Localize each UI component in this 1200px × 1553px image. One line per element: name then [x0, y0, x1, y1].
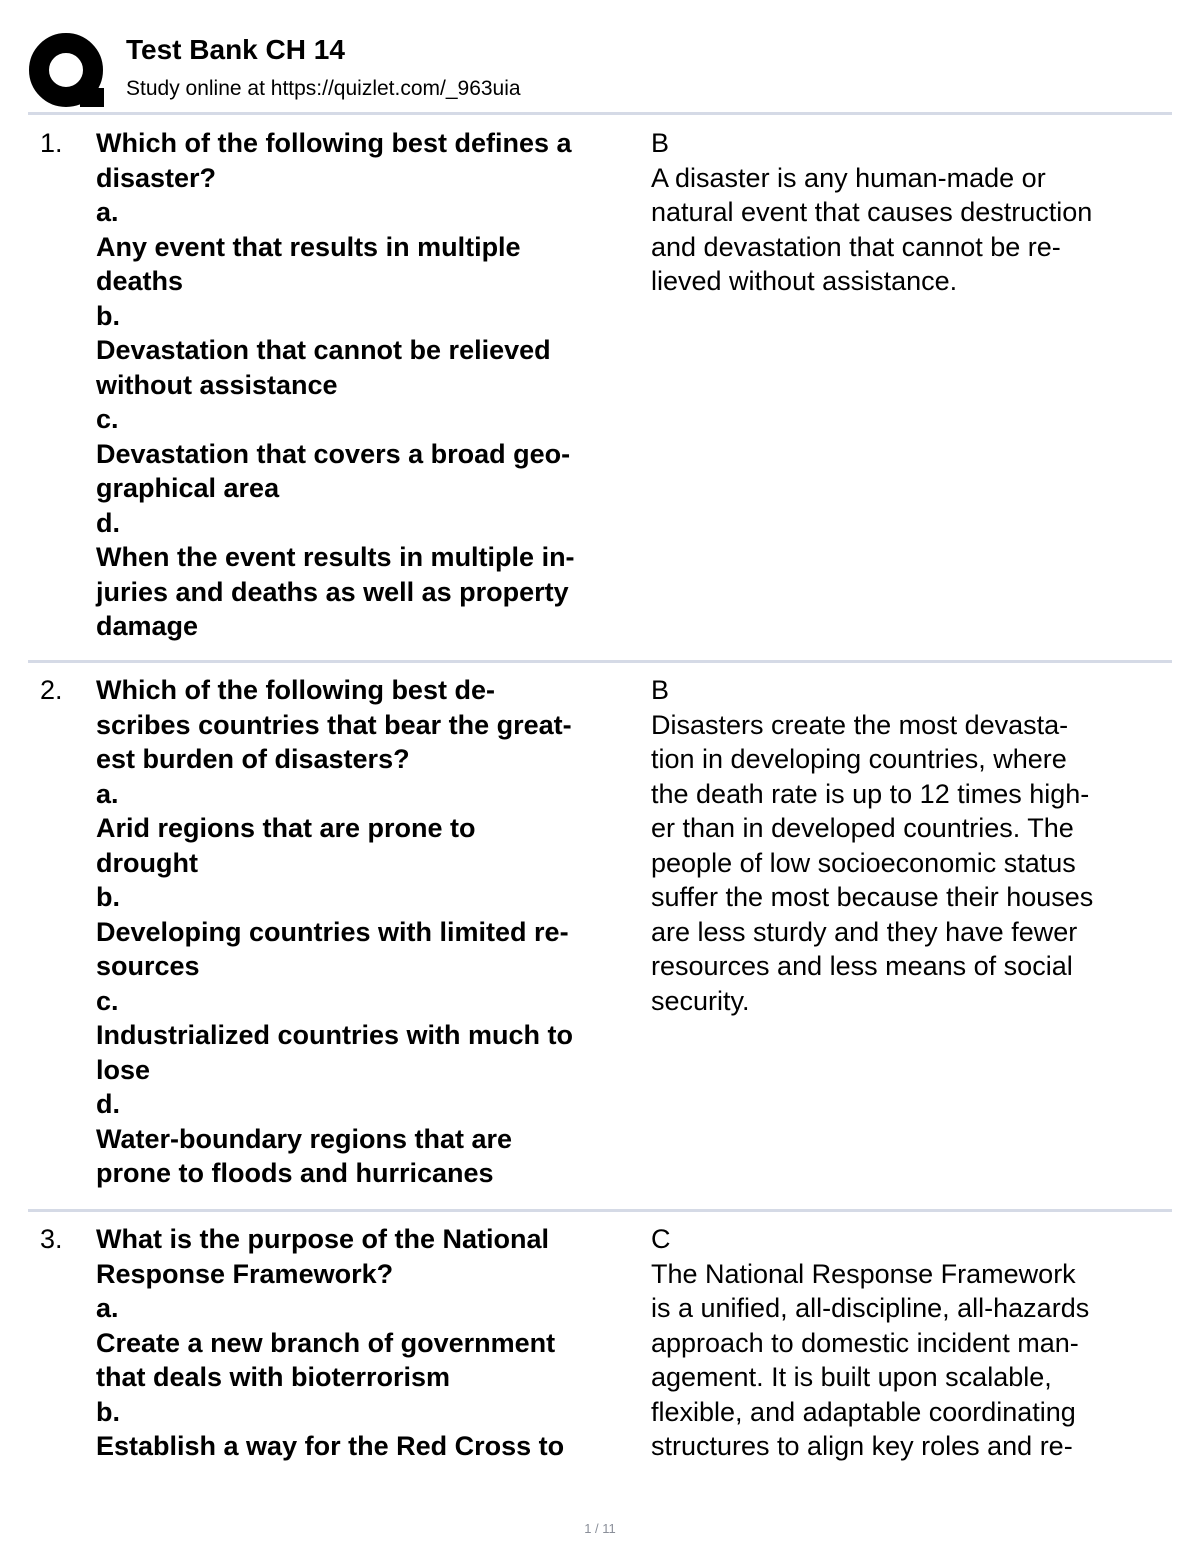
- question-text: [96, 126, 648, 644]
- question-line: sources: [96, 951, 200, 981]
- question-line: When the event results in multiple in-: [96, 542, 575, 572]
- question-line: b.: [96, 1396, 120, 1427]
- answer-line: structures to align key roles and re-: [651, 1431, 1073, 1461]
- answer-line: tion in developing countries, where: [651, 744, 1067, 774]
- question-line: Water-boundary regions that are: [96, 1123, 513, 1154]
- question-line: c.: [96, 404, 119, 434]
- question-line: b.: [96, 300, 120, 331]
- answer-line: and devastation that cannot be re-: [651, 231, 1061, 262]
- question-line: Devastation that covers a broad geo-: [96, 438, 571, 469]
- answer-line: flexible, and adaptable coordinating: [651, 1396, 1076, 1427]
- question-line: Developing countries with limited re-: [96, 916, 569, 947]
- answer-line: lieved without assistance.: [651, 266, 958, 296]
- question-line: deaths: [96, 266, 184, 296]
- divider: [28, 660, 1172, 663]
- answer-line: suffer the most because their houses: [651, 882, 1094, 912]
- question-number: 3.: [40, 1224, 63, 1254]
- question-line: d.: [96, 507, 120, 538]
- quizlet-q-logo-icon: [28, 32, 108, 112]
- answer-text: [651, 673, 1172, 1018]
- question-line: damage: [96, 611, 199, 641]
- question-line: juries and deaths as well as property: [96, 576, 569, 607]
- question-line: without assistance: [96, 369, 338, 400]
- answer-line: Disasters create the most devasta-: [651, 709, 1069, 740]
- question-text: [96, 673, 648, 1191]
- question-number: 1.: [40, 128, 63, 158]
- question-line: a.: [96, 778, 119, 809]
- question-line: Arid regions that are prone to: [96, 813, 476, 843]
- question-text: [96, 1222, 648, 1464]
- answer-line: The National Response Framework: [651, 1258, 1076, 1289]
- question-line: drought: [96, 847, 198, 878]
- question-line: that deals with bioterrorism: [96, 1362, 451, 1392]
- answer-line: security.: [651, 985, 750, 1016]
- question-line: Any event that results in multiple: [96, 231, 521, 262]
- question-line: prone to floods and hurricanes: [96, 1158, 494, 1188]
- answer-line: natural event that causes destruction: [651, 197, 1093, 227]
- question-line: Devastation that cannot be relieved: [96, 335, 551, 365]
- question-line: a.: [96, 1293, 119, 1323]
- question-line: a.: [96, 197, 119, 227]
- answer-line: are less sturdy and they have fewer: [651, 916, 1078, 947]
- answer-letter: B: [651, 128, 670, 158]
- page-indicator: 1 / 11: [584, 1521, 616, 1536]
- question-line: What is the purpose of the National: [96, 1224, 550, 1254]
- question-line: b.: [96, 882, 120, 912]
- question-line: Establish a way for the Red Cross to: [96, 1431, 565, 1461]
- question-line: d.: [96, 1089, 120, 1119]
- question-line: Create a new branch of government: [96, 1327, 556, 1358]
- question-number: 2.: [40, 675, 63, 705]
- question-line: Response Framework?: [96, 1258, 394, 1289]
- question-line: Which of the following best defines a: [96, 128, 572, 158]
- divider: [28, 112, 1172, 115]
- question-line: lose: [96, 1054, 151, 1085]
- answer-letter: B: [651, 675, 670, 705]
- answer-line: agement. It is built upon scalable,: [651, 1362, 1052, 1392]
- question-line: est burden of disasters?: [96, 744, 410, 774]
- question-line: scribes countries that bear the great-: [96, 709, 572, 740]
- question-line: disaster?: [96, 162, 217, 193]
- question-line: Industrialized countries with much to: [96, 1020, 574, 1050]
- answer-line: approach to domestic incident man-: [651, 1327, 1079, 1358]
- answer-letter: C: [651, 1224, 671, 1254]
- document-title: Test Bank CH 14: [126, 34, 345, 65]
- answer-text: [651, 1222, 1172, 1464]
- answer-line: people of low socioeconomic status: [651, 847, 1076, 878]
- question-line: Which of the following best de-: [96, 675, 495, 705]
- answer-text: [651, 126, 1172, 299]
- document-header: [28, 28, 1172, 112]
- answer-line: resources and less means of social: [651, 951, 1073, 981]
- answer-line: A disaster is any human-made or: [651, 162, 1046, 193]
- question-line: graphical area: [96, 473, 280, 503]
- answer-line: the death rate is up to 12 times high-: [651, 778, 1090, 809]
- divider: [28, 1209, 1172, 1212]
- question-line: c.: [96, 985, 119, 1016]
- study-online-link[interactable]: Study online at https://quizlet.com/_963uia: [126, 77, 521, 100]
- answer-line: er than in developed countries. The: [651, 813, 1074, 843]
- answer-line: is a unified, all-discipline, all-hazards: [651, 1293, 1090, 1323]
